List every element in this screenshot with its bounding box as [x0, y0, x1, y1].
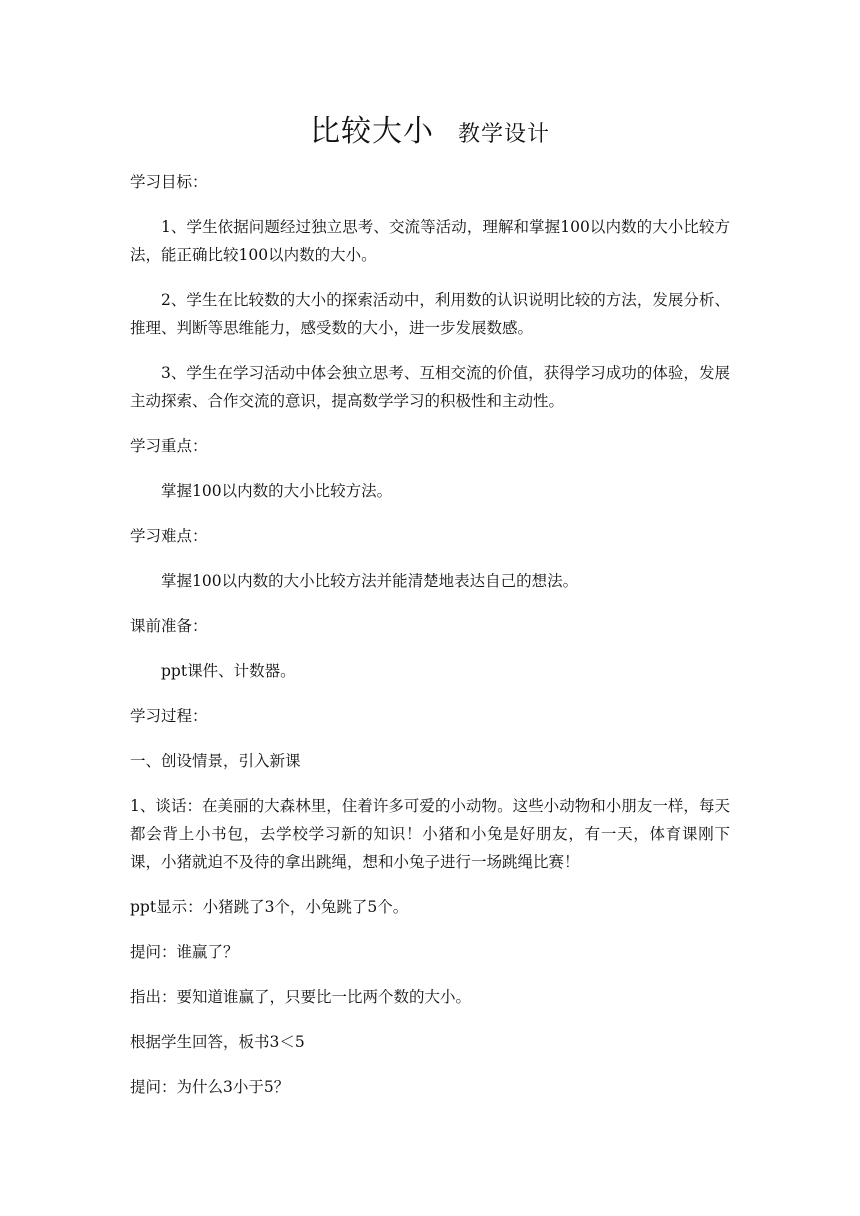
process-part1-heading: 一、创设情景，引入新课 [130, 752, 301, 770]
process-line-6: 提问：为什么3小于5？ [130, 1078, 290, 1096]
process-line-4: 指出：要知道谁赢了，只要比一比两个数的大小。 [130, 988, 472, 1006]
preparation-heading: 课前准备： [130, 617, 208, 635]
document-title: 比较大小 [309, 114, 434, 149]
key-point-text: 掌握100以内数的大小比较方法。 [161, 482, 393, 500]
process-line-5: 根据学生回答，板书3＜5 [130, 1033, 305, 1051]
document-title-line [0, 106, 860, 150]
document-subtitle: 教学设计 [457, 122, 550, 147]
objective-2: 2、学生在比较数的大小的探索活动中，利用数的认识说明比较的方法，发展分析、推理、判断等思维能力，感受数的大小，进一步发展数感。 [130, 291, 730, 337]
key-point-heading: 学习重点： [130, 437, 208, 455]
process-line-3: 提问：谁赢了？ [130, 943, 239, 961]
difficulty-heading: 学习难点： [130, 527, 208, 545]
document-body [130, 168, 730, 1118]
process-line-1: 1、谈话：在美丽的大森林里，住着许多可爱的小动物。这些小动物和小朋友一样，每天都会背上小书包，去学校学习新的知识！小猪和小兔是好朋友，有一天，体育课刚下课，小猪就迫不及待的拿出跳绳，想和小兔子进行一场跳绳比赛！ [130, 797, 730, 871]
process-line-2: ppt显示：小猪跳了3个，小兔跳了5个。 [130, 898, 409, 916]
process-heading: 学习过程： [130, 707, 208, 725]
preparation-text: ppt课件、计数器。 [161, 662, 296, 680]
objective-3: 3、学生在学习活动中体会独立思考、互相交流的价值，获得学习成功的体验，发展主动探索、合作交流的意识，提高数学学习的积极性和主动性。 [130, 364, 730, 410]
objective-1: 1、学生依据问题经过独立思考、交流等活动，理解和掌握100以内数的大小比较方法，能正确比较100以内数的大小。 [130, 218, 730, 264]
difficulty-text: 掌握100以内数的大小比较方法并能清楚地表达自己的想法。 [161, 572, 579, 590]
objectives-heading: 学习目标： [130, 173, 208, 191]
